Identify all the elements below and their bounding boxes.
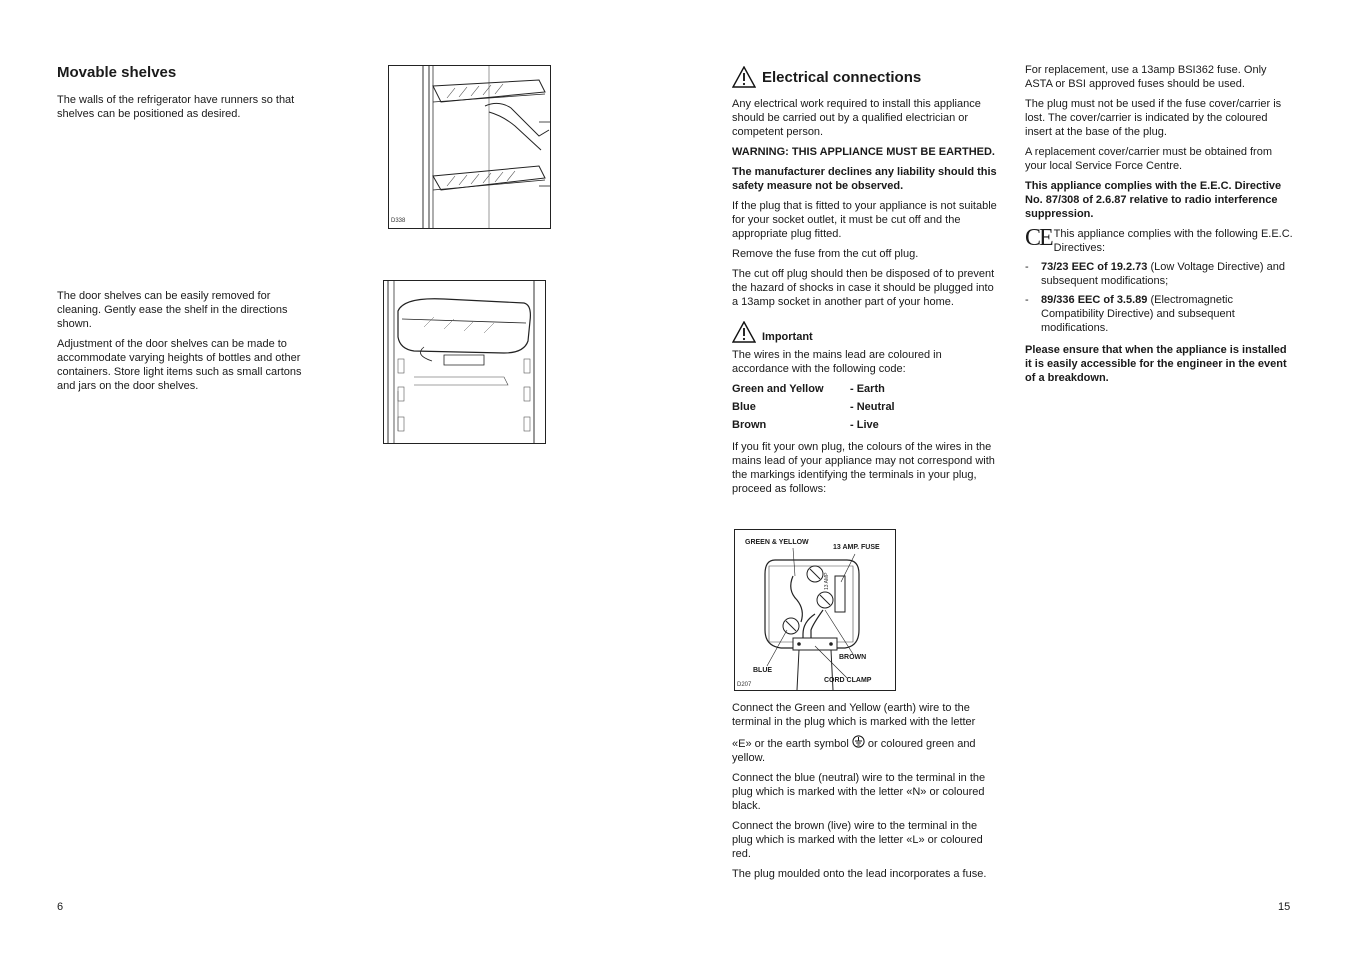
shelves-illustration <box>388 65 551 229</box>
fuse-column <box>1025 63 1293 391</box>
important-heading <box>732 321 1000 343</box>
paragraph-plug-unsuitable: If the plug that is fitted to your appliance is not suitable for your socket outlet, it must be cut off and the appropriate plug fitted. <box>732 200 997 240</box>
wire-meaning: - Neutral <box>850 401 895 413</box>
earth-symbol-icon <box>852 735 865 748</box>
door-shelf-drawing <box>384 281 545 443</box>
plug-wiring-diagram <box>734 529 896 691</box>
paragraph-connect-brown: Connect the brown (live) wire to the terminal in the plug which is marked with the letter «L» or coloured red. <box>732 820 983 860</box>
section-title-electrical: Electrical connections <box>762 68 922 86</box>
ce-mark-icon: CE <box>1025 225 1052 251</box>
connect-green-text: or coloured green and yellow. <box>732 738 976 764</box>
door-shelves-text <box>57 289 317 399</box>
section-heading-electrical <box>732 66 1000 88</box>
paragraph-door-adjustment: Adjustment of the door shelves can be made to accommodate varying heights of bottles and other containers. Store light items such as small cartons and jars on the door shelves. <box>57 338 302 392</box>
list-dash: - <box>1025 294 1029 306</box>
ce-text: This appliance complies with the following E.E.C. Directives: <box>1053 228 1293 254</box>
paragraph-qualified: Any electrical work required to install this appliance should be carried out by a qualified electrician or competent person. <box>732 98 981 138</box>
paragraph-dispose: The cut off plug should then be disposed of to prevent the hazard of shocks in case it should be plugged into a 13amp socket in another part of your home. <box>732 268 995 308</box>
figure-code: D207 <box>737 682 752 688</box>
label-brown: BROWN <box>839 654 867 661</box>
door-shelf-illustration <box>383 280 546 444</box>
electrical-column-continued <box>732 701 1000 887</box>
wire-colour: Green and Yellow <box>732 383 824 395</box>
eec-radio-compliance: This appliance complies with the E.E.C. Directive No. 87/308 of 2.6.87 relative to radio interference suppression. <box>1025 180 1282 220</box>
wire-meaning: - Live <box>850 419 879 431</box>
paragraph-connect-blue: Connect the blue (neutral) wire to the terminal in the plug which is marked with the letter «N» or coloured black. <box>732 772 986 812</box>
liability-notice: The manufacturer declines any liability should this safety measure not be observed. <box>732 166 997 192</box>
paragraph-remove-fuse: Remove the fuse from the cut off plug. <box>732 248 919 260</box>
label-cord-clamp: CORD CLAMP <box>824 677 872 684</box>
label-fuse: 13 AMP. FUSE <box>833 544 880 551</box>
electrical-column <box>732 66 1000 502</box>
directive-code: 73/23 EEC of 19.2.73 <box>1041 261 1148 273</box>
warning-icon <box>732 66 756 88</box>
section-title-movable-shelves: Movable shelves <box>57 64 177 81</box>
paragraph-connect-green-2 <box>732 735 1000 765</box>
paragraph-replacement-cover: A replacement cover/carrier must be obtained from your local Service Force Centre. <box>1025 146 1273 172</box>
ce-compliance <box>1025 227 1293 255</box>
warning-earthed: WARNING: THIS APPLIANCE MUST BE EARTHED. <box>732 146 995 158</box>
label-green-yellow: GREEN & YELLOW <box>745 539 809 546</box>
paragraph-connect-green <box>732 701 1000 729</box>
paragraph-door-removal: The door shelves can be easily removed for cleaning. Gently ease the shelf in the directions shown. <box>57 290 288 330</box>
paragraph-shelves: The walls of the refrigerator have runners so that shelves can be positioned as desired. <box>57 94 295 120</box>
wire-colour: Brown <box>732 419 767 431</box>
paragraph-replacement-fuse: For replacement, use a 13amp BSI362 fuse. Only ASTA or BSI approved fuses should be used. <box>1025 64 1267 90</box>
wire-code-row <box>732 400 1000 418</box>
wire-code-table <box>732 382 1000 436</box>
label-fuse-body: 13 AMP <box>824 572 830 590</box>
paragraph-wire-colours: The wires in the mains lead are coloured in accordance with the following code: <box>732 349 942 375</box>
shelves-drawing <box>389 66 550 228</box>
directive-item <box>1025 260 1293 288</box>
wire-meaning: - Earth <box>850 383 885 395</box>
connect-green-text: «E» or the earth symbol <box>732 738 849 750</box>
directive-item <box>1025 293 1293 335</box>
important-label: Important <box>762 331 813 343</box>
connect-green-text: Connect the Green and Yellow (earth) wire to the terminal in the plug which is marked with the letter <box>732 702 976 728</box>
plug-drawing <box>735 530 895 690</box>
left-page <box>57 64 317 127</box>
paragraph-fuse-cover: The plug must not be used if the fuse cover/carrier is lost. The cover/carrier is indicated by the coloured insert at the base of the plug. <box>1025 98 1282 138</box>
directive-desc: (Electromagnetic Compatibility Directive) and subsequent modifications. <box>1041 294 1235 334</box>
label-blue: BLUE <box>753 667 773 674</box>
accessibility-notice: Please ensure that when the appliance is installed it is easily accessible for the engineer in the event of a breakdown. <box>1025 344 1287 384</box>
page-number-right: 15 <box>1278 901 1291 913</box>
wire-code-row <box>732 382 1000 400</box>
directive-code: 89/336 EEC of 3.5.89 <box>1041 294 1148 306</box>
paragraph-fit-own-plug: If you fit your own plug, the colours of the wires in the mains lead of your appliance may not correspond with the markings identifying the terminals in your plug, proceed as follows: <box>732 441 995 495</box>
wire-colour: Blue <box>732 401 756 413</box>
wire-code-row <box>732 418 1000 436</box>
directive-desc: (Low Voltage Directive) and subsequent modifications; <box>1041 261 1285 287</box>
paragraph-moulded-plug: The plug moulded onto the lead incorporates a fuse. <box>732 868 987 880</box>
list-dash: - <box>1025 261 1029 273</box>
warning-icon <box>732 321 756 343</box>
figure-code: D338 <box>391 218 406 224</box>
page-number-left: 6 <box>57 901 64 913</box>
